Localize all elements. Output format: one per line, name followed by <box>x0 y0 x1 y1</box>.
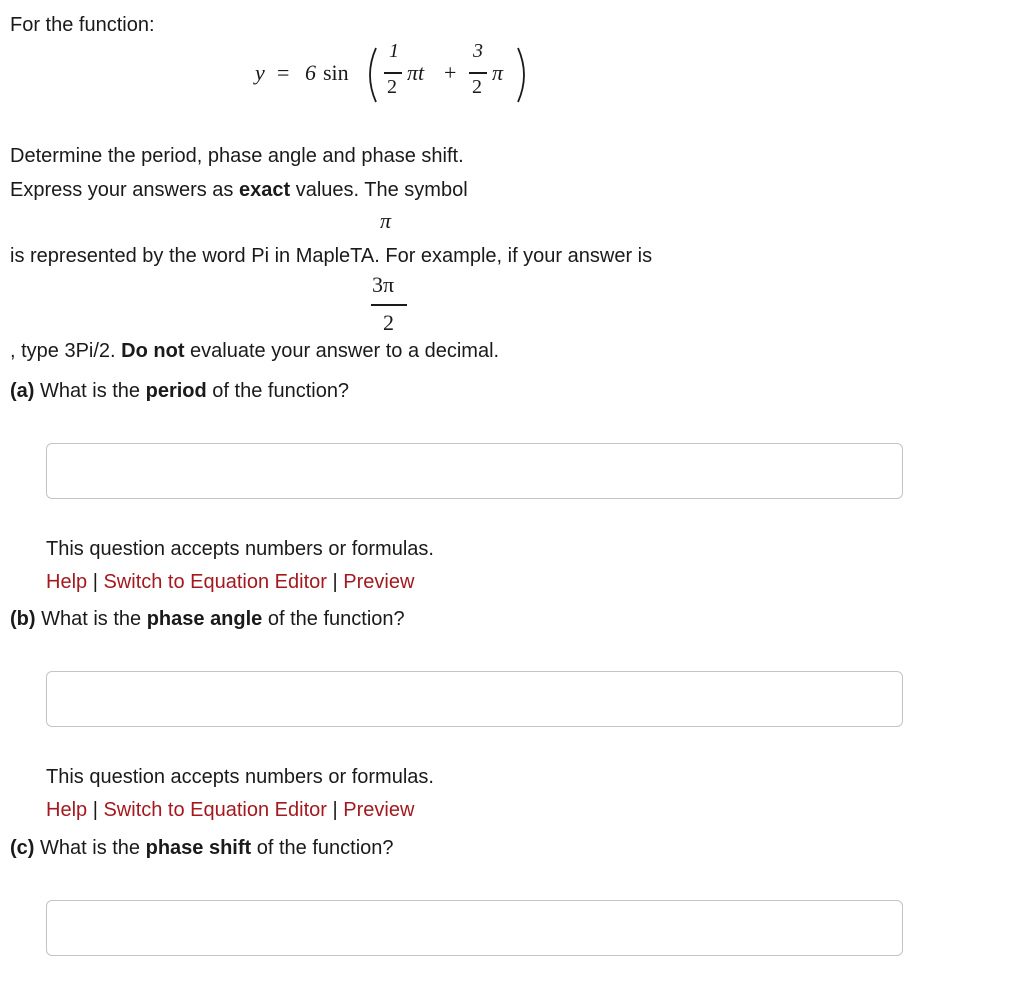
question-c: (c) What is the phase shift of the function? <box>10 837 394 859</box>
separator: | <box>332 571 338 593</box>
equation-plus: + <box>444 60 457 85</box>
help-link[interactable]: Help <box>46 571 88 593</box>
help-links-a <box>46 571 414 594</box>
instruction-line-3: is represented by the word Pi in MapleTA. For example, if your answer is <box>10 245 653 267</box>
example-denominator: 2 <box>383 310 394 335</box>
preview-link[interactable]: Preview <box>343 571 415 593</box>
question-a: (a) What is the period of the function? <box>10 380 350 402</box>
frac1-bar <box>384 72 402 74</box>
switch-equation-editor-link[interactable]: Switch to Equation Editor <box>103 571 327 593</box>
instruction-line-4: , type 3Pi/2. Do not evaluate your answer to a decimal. <box>10 340 500 362</box>
frac2-bar <box>469 72 487 74</box>
instruction-line-2: Express your answers as exact values. The symbol <box>10 179 468 201</box>
frac2-numerator: 3 <box>473 40 483 62</box>
equation-term2: π <box>492 60 504 85</box>
separator: | <box>92 799 98 821</box>
equation-func: sin <box>323 60 349 85</box>
example-fraction-bar <box>371 304 407 306</box>
accepts-note-b: This question accepts numbers or formulas. <box>46 766 434 788</box>
answer-input-phase-shift[interactable] <box>46 900 903 956</box>
switch-equation-editor-link[interactable]: Switch to Equation Editor <box>103 799 327 821</box>
instruction-line-1: Determine the period, phase angle and phase shift. <box>10 145 464 167</box>
accepts-note-a: This question accepts numbers or formulas. <box>46 538 434 560</box>
intro-text: For the function: <box>10 14 155 36</box>
equation-equals: = <box>277 60 290 85</box>
example-numerator: 3π <box>372 272 395 297</box>
question-b: (b) What is the phase angle of the function? <box>10 608 405 630</box>
separator: | <box>92 571 98 593</box>
answer-input-period[interactable] <box>46 443 903 499</box>
equation-amplitude: 6 <box>305 60 316 85</box>
left-paren <box>362 46 380 104</box>
right-paren <box>514 46 532 104</box>
function-equation <box>0 0 1024 120</box>
help-links-b <box>46 799 414 822</box>
help-link[interactable]: Help <box>46 799 88 821</box>
frac2-denominator: 2 <box>472 76 482 98</box>
separator: | <box>332 799 338 821</box>
equation-lhs: y <box>255 60 265 85</box>
frac1-denominator: 2 <box>387 76 397 98</box>
preview-link[interactable]: Preview <box>343 799 415 821</box>
pi-symbol: π <box>380 208 392 233</box>
equation-term1: πt <box>407 60 425 85</box>
frac1-numerator: 1 <box>389 40 399 62</box>
answer-input-phase-angle[interactable] <box>46 671 903 727</box>
